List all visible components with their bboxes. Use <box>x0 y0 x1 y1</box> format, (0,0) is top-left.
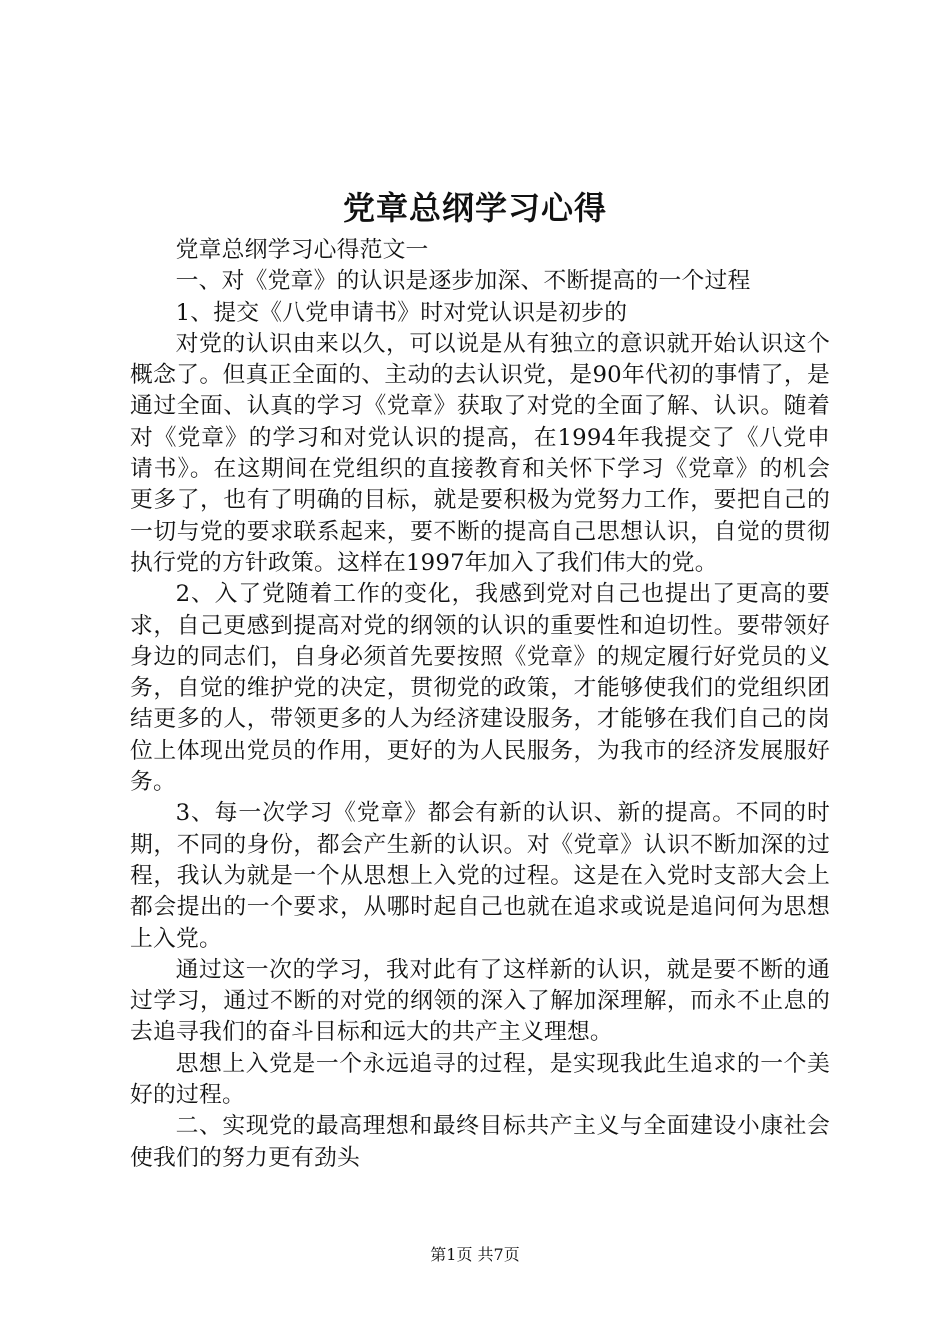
paragraph: 对党的认识由来以久，可以说是从有独立的意识就开始认识这个概念了。但真正全面的、主动的去认识党，是90年代初的事情了，是通过全面、认真的学习《党章》获取了对党的全面了解、认识。随着对《党章》的学习和对党认识的提高，在1994年我提交了《八党申请书》。在这期间在党组织的直接教育和关怀下学习《党章》的机会更多了，也有了明确的目标，就是要积极为党努力工作，要把自己的一切与党的要求联系起来，要不断的提高自己思想认识，自觉的贯彻执行党的方针政策。这样在1997年加入了我们伟大的党。 <box>130 330 830 576</box>
paragraph: 通过这一次的学习，我对此有了这样新的认识，就是要不断的通过学习，通过不断的对党的纲领的深入了解加深理解，而永不止息的去追寻我们的奋斗目标和远大的共产主义理想。 <box>130 956 830 1046</box>
section-heading-two: 二、实现党的最高理想和最终目标共产主义与全面建设小康社会使我们的努力更有劲头 <box>130 1113 830 1171</box>
paragraph: 思想上入党是一个永远追寻的过程，是实现我此生追求的一个美好的过程。 <box>130 1050 830 1109</box>
paragraph: 3、每一次学习《党章》都会有新的认识、新的提高。不同的时期，不同的身份，都会产生新的认识。对《党章》认识不断加深的过程，我认为就是一个从思想上入党的过程。这是在入党时支部大会上都会提出的一个要求，从哪时起自己也就在追求或说是追问何为思想上入党。 <box>130 800 830 952</box>
document-body <box>130 235 830 1174</box>
section-heading-one: 一、对《党章》的认识是逐步加深、不断提高的一个过程 <box>175 268 751 295</box>
paragraph: 2、入了党随着工作的变化，我感到党对自己也提出了更高的要求，自己更感到提高对党的纲领的认识的重要性和迫切性。要带领好身边的同志们，自身必须首先要按照《党章》的规定履行好党员的义务，自觉的维护党的决定，贯彻党的政策，才能够使我们的党组织团结更多的人，带领更多的人为经济建设服务，才能够在我们自己的岗位上体现出党员的作用，更好的为人民服务，为我市的经济发展服好务。 <box>130 581 830 796</box>
document-title: 党章总纲学习心得 <box>342 189 607 227</box>
page-number-footer: 第1页 共7页 <box>430 1245 520 1264</box>
subsection-heading-one: 1、提交《八党申请书》时对党认识是初步的 <box>175 299 628 326</box>
paragraph-heading: 党章总纲学习心得范文一 <box>175 237 429 263</box>
